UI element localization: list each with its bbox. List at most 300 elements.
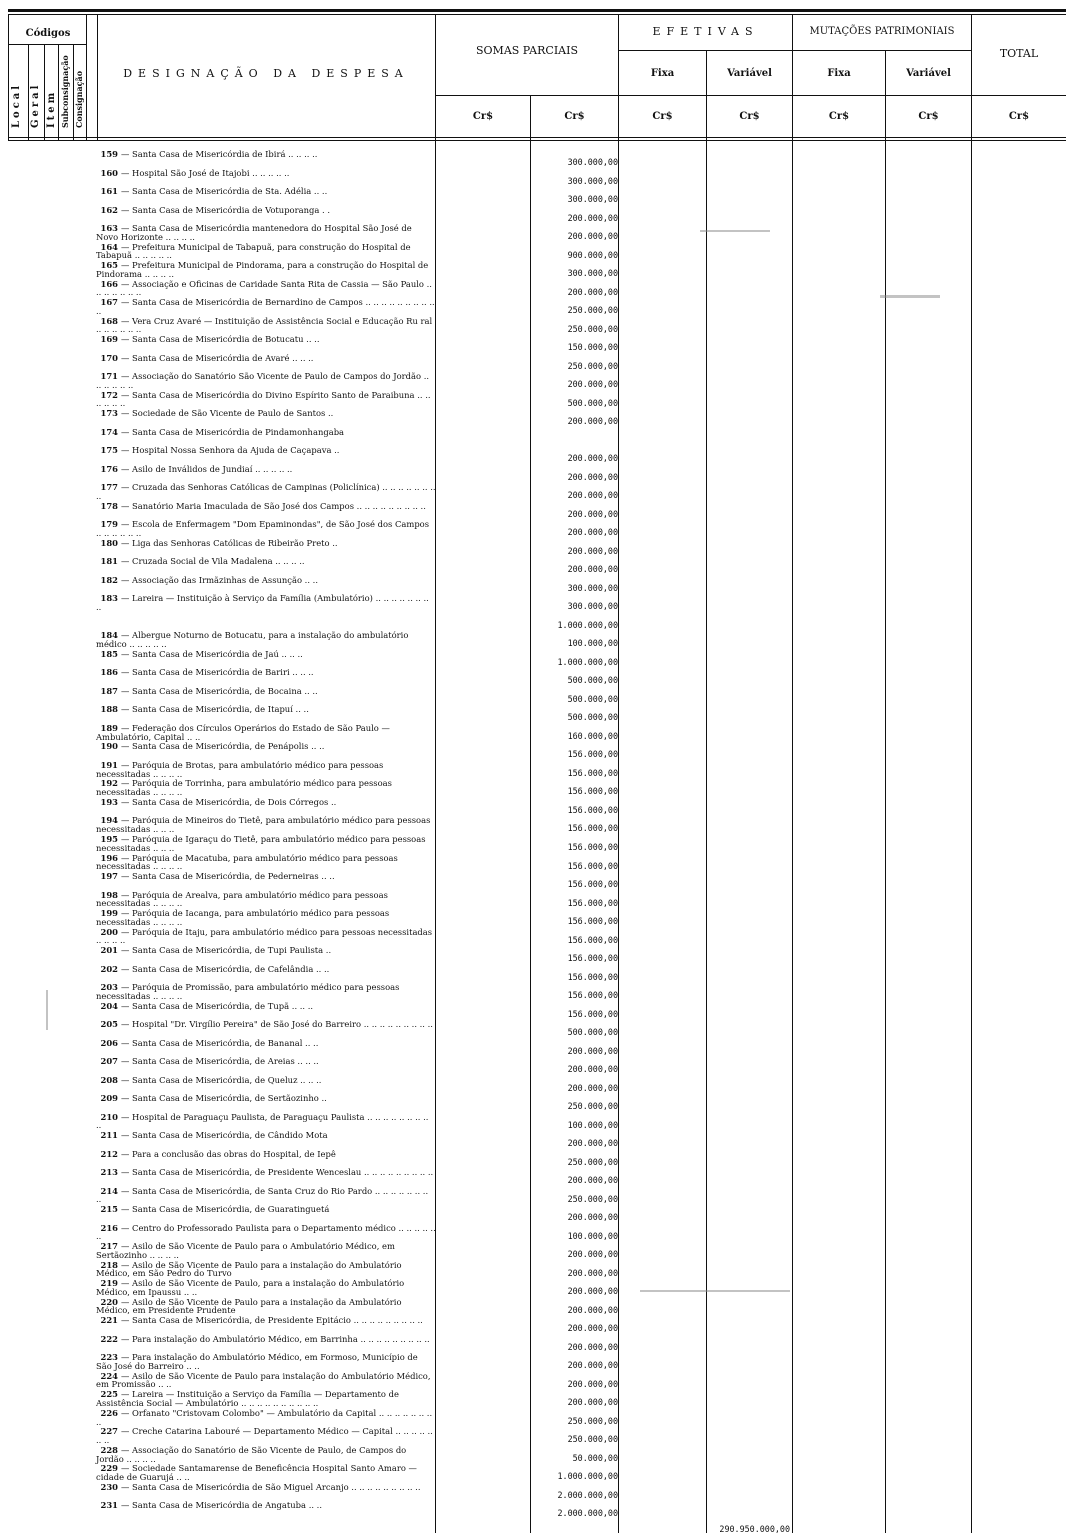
expense-row	[96, 705, 436, 714]
row-code: 189	[100, 722, 118, 733]
expense-row	[96, 391, 436, 408]
row-code: 177	[100, 482, 118, 493]
row-code: 192	[100, 778, 118, 789]
row-description: — Paróquia de Iacanga, para ambulatório médico para pessoas necessitadas .. .. .. ..	[96, 908, 390, 927]
expense-row	[96, 224, 436, 241]
row-partial-sum: 156.000,00	[567, 767, 618, 778]
row-description: — Federação dos Círculos Operários do Estado de São Paulo — Ambulatório, Capital .. ..	[96, 722, 390, 742]
row-code: 212	[100, 1148, 118, 1159]
row-description: — Associação do Sanatório São Vicente de Paulo de Campos do Jordão .. .. .. .. .. ..	[96, 371, 430, 390]
expense-row	[96, 724, 436, 741]
expense-row	[96, 169, 436, 178]
expense-row	[96, 1094, 436, 1103]
expense-row	[96, 946, 436, 955]
row-code: 176	[100, 463, 118, 474]
scan-speck	[880, 295, 940, 298]
row-code: 203	[100, 982, 118, 993]
row-code: 159	[100, 149, 118, 159]
expense-row	[96, 520, 436, 537]
row-partial-sum: 250.000,00	[567, 1156, 618, 1167]
expense-row	[96, 446, 436, 455]
row-description: — Sociedade de São Vicente de Paulo de Santos ..	[121, 408, 334, 419]
row-description: — Para a conclusão das obras do Hospital, de Iepê	[121, 1148, 336, 1159]
row-description: — Santa Casa de Misericórdia de Pindamonhangaba	[121, 426, 345, 437]
currency-efet-fixa: Cr$	[652, 111, 673, 122]
local-header: Local	[11, 82, 22, 128]
expense-row	[96, 1279, 436, 1296]
row-description: — Santa Casa de Misericórdia, de Tupã .. .. ..	[121, 1000, 314, 1011]
row-partial-sum: 156.000,00	[567, 842, 618, 852]
expense-row	[96, 1446, 436, 1463]
expense-row	[96, 1483, 436, 1492]
row-partial-sum: 200.000,00	[567, 1045, 618, 1056]
row-partial-sum: 300.000,00	[567, 194, 618, 205]
row-description: — Santa Casa de Misericórdia, de Penápolis .. ..	[121, 741, 325, 752]
expense-row	[96, 298, 436, 315]
row-partial-sum: 160.000,00	[567, 730, 618, 741]
expense-row	[96, 854, 436, 871]
row-partial-sum: 200.000,00	[567, 1397, 618, 1408]
row-partial-sum: 1.000.000,00	[557, 656, 618, 667]
row-partial-sum: 156.000,00	[567, 1008, 618, 1019]
efetivas-fixa-header: Fixa	[650, 68, 675, 79]
top-rule	[8, 9, 1066, 12]
row-code: 206	[100, 1037, 118, 1048]
mutacoes-variavel-header: Variável	[906, 68, 951, 79]
row-description: — Santa Casa de Misericórdia, de Sertãozinho ..	[121, 1093, 327, 1104]
row-partial-sum: 2.000.000,00	[557, 1489, 618, 1500]
row-code: 172	[100, 389, 118, 400]
row-partial-sum: 500.000,00	[567, 675, 618, 686]
expense-row	[96, 872, 436, 881]
expense-row	[96, 576, 436, 585]
row-code: 220	[100, 1296, 118, 1307]
row-partial-sum: 2.000.000,00	[557, 1508, 618, 1519]
row-code: 183	[100, 593, 118, 604]
row-code: 181	[100, 556, 118, 567]
row-description: — Santa Casa de Misericórdia, de Areias .. .. ..	[121, 1056, 319, 1067]
row-code: 170	[100, 352, 118, 363]
row-description: — Santa Casa de Misericórdia, de Itapuí .. ..	[121, 704, 309, 715]
row-partial-sum: 500.000,00	[567, 712, 618, 723]
row-description: — Hospital Nossa Senhora da Ajuda de Caçapava ..	[121, 445, 340, 456]
expense-row	[96, 317, 436, 334]
row-description: — Associação e Oficinas de Caridade Santa Rita de Cassia — São Paulo .. .. .. .. .. .. ..	[96, 278, 432, 298]
row-code: 161	[100, 186, 118, 197]
row-code: 185	[100, 648, 118, 659]
expense-row	[96, 1205, 436, 1214]
expense-row	[96, 539, 436, 548]
row-code: 168	[100, 315, 118, 326]
expense-row	[96, 1224, 436, 1241]
expense-row	[96, 1501, 436, 1510]
expense-row	[96, 816, 436, 833]
expense-row	[96, 243, 436, 260]
expense-row	[96, 983, 436, 1000]
efetivas-underline	[618, 50, 971, 51]
row-code: 160	[100, 167, 118, 178]
row-partial-sum: 300.000,00	[567, 175, 618, 186]
expense-row	[96, 1409, 436, 1426]
row-code: 195	[100, 834, 118, 844]
expense-row	[96, 354, 436, 363]
expense-row	[96, 206, 436, 215]
row-code: 225	[100, 1389, 118, 1400]
expense-row	[96, 613, 436, 622]
row-description: — Santa Casa de Misericórdia, de Bocaina .. ..	[121, 685, 318, 696]
col-rule-left	[8, 14, 9, 141]
row-partial-sum: 200.000,00	[567, 286, 618, 297]
row-description: — Para instalação do Ambulatório Médico, em Barrinha .. .. .. .. .. .. .. .. ..	[121, 1333, 430, 1344]
row-description: — Santa Casa de Misericórdia, de Cândido Mota	[121, 1130, 328, 1141]
row-description: — Santa Casa de Misericórdia de Bernardino de Campos .. .. .. .. .. .. .. .. .. ..	[96, 297, 435, 316]
scan-speck	[640, 1290, 790, 1292]
row-code: 224	[100, 1370, 118, 1381]
row-description: — Santa Casa de Misericórdia, de Dois Córregos ..	[121, 796, 337, 807]
col-rule-mutacoes	[792, 14, 793, 1533]
row-partial-sum: 200.000,00	[567, 1360, 618, 1371]
row-partial-sum: 156.000,00	[567, 786, 618, 797]
expense-row	[96, 465, 436, 474]
row-description: — Asilo de São Vicente de Paulo, para a instalação do Ambulatório Médico, em Ipaussu .. ..	[96, 1278, 405, 1297]
col-rule-geral	[44, 44, 45, 141]
row-partial-sum: 100.000,00	[567, 1119, 618, 1130]
row-code: 186	[100, 667, 118, 678]
row-code: 188	[100, 704, 118, 715]
total-variavel-value: 290.950.000,00	[719, 1524, 790, 1534]
row-partial-sum: 250.000,00	[567, 1415, 618, 1426]
row-partial-sum: 500.000,00	[567, 1027, 618, 1038]
row-partial-sum: 250.000,00	[567, 305, 618, 316]
row-code: 164	[100, 241, 118, 252]
row-code: 214	[100, 1185, 118, 1196]
row-code: 197	[100, 871, 118, 882]
row-description: — Santa Casa de Misericórdia, de Santa Cruz do Rio Pardo .. .. .. .. .. .. .. ..	[96, 1185, 429, 1205]
col-rule-item	[58, 44, 59, 141]
currency-mut-var: Cr$	[918, 111, 939, 122]
expense-row	[96, 1335, 436, 1344]
row-partial-sum: 250.000,00	[567, 1434, 618, 1445]
row-description: — Santa Casa de Misericórdia, de Presidente Epitácio .. .. .. .. .. .. .. .. ..	[121, 1315, 423, 1326]
expense-row	[96, 372, 436, 389]
row-description: — Asilo de São Vicente de Paulo para a instalação do Ambulatório Médico, em São Pedro do Turvo	[96, 1259, 402, 1279]
row-partial-sum: 200.000,00	[567, 471, 618, 482]
expense-row	[96, 409, 436, 418]
expense-row	[96, 150, 436, 159]
row-code: 162	[100, 204, 118, 215]
row-partial-sum: 250.000,00	[567, 323, 618, 334]
expense-row	[96, 761, 436, 778]
mutacoes-header: MUTAÇÕES PATRIMONIAIS	[809, 26, 955, 37]
row-partial-sum: 500.000,00	[567, 397, 618, 408]
row-code: 196	[100, 852, 118, 863]
row-partial-sum: 156.000,00	[567, 934, 618, 945]
header-bottom-rule	[8, 137, 1066, 138]
expense-row	[96, 1242, 436, 1259]
row-code: 208	[100, 1074, 118, 1085]
row-description: — Santa Casa de Misericórdia, de Cafelândia .. ..	[121, 963, 330, 974]
somas-inner-rule	[530, 140, 531, 1533]
row-partial-sum: 156.000,00	[567, 971, 618, 982]
row-partial-sum: 100.000,00	[567, 638, 618, 649]
expense-row	[96, 1150, 436, 1159]
row-partial-sum: 200.000,00	[567, 1175, 618, 1186]
row-description: — Santa Casa de Misericórdia do Divino Espírito Santo de Paraibuna .. .. .. .. .. ..	[96, 389, 431, 409]
col-rule-mut-split	[885, 50, 886, 1533]
row-description: — Asilo de Inválidos de Jundiaí .. .. .. .. ..	[121, 463, 293, 474]
row-description: — Para instalação do Ambulatório Médico, em Formoso, Município de São José do Barreiro .. ..	[96, 1352, 418, 1371]
row-code: 200	[100, 926, 118, 937]
expense-row	[96, 1076, 436, 1085]
row-partial-sum: 156.000,00	[567, 823, 618, 834]
col-rule-efetivas	[618, 14, 619, 1533]
row-description: — Santa Casa de Misericórdia, de Queluz .. .. ..	[121, 1074, 322, 1085]
row-partial-sum: 200.000,00	[567, 527, 618, 538]
expense-row	[96, 1427, 436, 1444]
row-description: — Orfanato "Cristovam Colombo" — Ambulatório da Capital .. .. .. .. .. .. .. ..	[96, 1407, 433, 1427]
expense-row	[96, 1020, 436, 1029]
expense-row	[96, 631, 436, 648]
row-code: 187	[100, 685, 118, 696]
row-partial-sum: 200.000,00	[567, 545, 618, 556]
expense-row	[96, 835, 436, 852]
expense-row	[96, 742, 436, 751]
row-description: — Paróquia de Promissão, para ambulatório médico para pessoas necessitadas .. .. .. ..	[96, 982, 400, 1001]
row-partial-sum: 200.000,00	[567, 1286, 618, 1297]
row-description: — Cruzada Social de Vila Madalena .. .. .. ..	[121, 556, 305, 567]
row-description: — Associação do Sanatório de São Vicente de Paulo, de Campos do Jordão .. .. .. ..	[96, 1444, 407, 1464]
row-code: 210	[100, 1111, 118, 1122]
efetivas-variavel-header: Variável	[727, 68, 772, 79]
row-description: — Santa Casa de Misericórdia, de Bananal .. ..	[121, 1037, 319, 1048]
consignacao-header: Consignação	[74, 70, 84, 128]
designacao-header: DESIGNAÇÃO DA DESPESA	[123, 67, 409, 80]
row-code: 173	[100, 408, 118, 419]
codigos-underline	[8, 44, 86, 45]
row-code: 198	[100, 889, 118, 900]
row-partial-sum: 200.000,00	[567, 1304, 618, 1315]
row-partial-sum: 300.000,00	[567, 268, 618, 279]
row-description: — Lareira — Instituição a Serviço da Família — Departamento de Assistência Social — Ambulatório .. .. .. .. .. .. .. .. .. ..	[96, 1389, 399, 1408]
row-code: 191	[100, 759, 118, 770]
row-partial-sum: 200.000,00	[567, 1323, 618, 1334]
row-partial-sum: 200.000,00	[567, 1378, 618, 1389]
row-code: 221	[100, 1315, 118, 1326]
expense-row	[96, 557, 436, 566]
row-code: 194	[100, 815, 118, 826]
row-partial-sum: 300.000,00	[567, 582, 618, 593]
row-description: — Centro do Professorado Paulista para o Departamento médico .. .. .. .. .. ..	[96, 1222, 436, 1242]
row-description: — Paróquia de Brotas, para ambulatório médico para pessoas necessitadas .. .. .. ..	[96, 759, 384, 779]
row-description: — Santa Casa de Misericórdia de Ibirá .. .. .. ..	[121, 149, 318, 159]
scan-speck	[46, 990, 48, 1030]
expense-row	[96, 1131, 436, 1140]
row-partial-sum: 156.000,00	[567, 953, 618, 964]
expense-row	[96, 280, 436, 297]
currency-total: Cr$	[1008, 111, 1030, 122]
row-code: 199	[100, 908, 118, 919]
row-description: — Santa Casa de Misericórdia de Votuporanga . .	[121, 204, 330, 215]
row-partial-sum: 156.000,00	[567, 749, 618, 760]
row-code: 223	[100, 1352, 118, 1363]
row-code: 202	[100, 963, 118, 974]
row-partial-sum: 300.000,00	[567, 601, 618, 612]
row-code: 219	[100, 1278, 118, 1289]
row-code: 175	[100, 445, 118, 456]
row-description: — Asilo de São Vicente de Paulo para o Ambulatório Médico, em Sertãozinho .. .. .. ..	[96, 1241, 395, 1260]
row-partial-sum: 50.000,00	[572, 1452, 618, 1463]
currency-efet-var: Cr$	[739, 111, 760, 122]
expense-row	[96, 428, 436, 437]
row-partial-sum: 156.000,00	[567, 897, 618, 908]
row-description: — Paróquia de Itaju, para ambulatório médico para pessoas necessitadas .. .. .. ..	[96, 926, 433, 946]
row-description: — Hospital de Paraguaçu Paulista, de Paraguaçu Paulista .. .. .. .. .. .. .. .. ..	[96, 1111, 429, 1131]
expense-row	[96, 1113, 436, 1130]
expense-row	[96, 1464, 436, 1481]
currency-somas-2: Cr$	[564, 111, 585, 122]
row-code: 216	[100, 1222, 118, 1233]
expense-row	[96, 261, 436, 278]
row-code: 213	[100, 1167, 118, 1178]
row-description: — Paróquia de Mineiros do Tietê, para ambulatório médico para pessoas necessitadas .. .. ..	[96, 815, 431, 835]
row-partial-sum: 200.000,00	[567, 1249, 618, 1260]
row-code: 222	[100, 1333, 118, 1344]
row-code: 201	[100, 945, 118, 956]
row-description: — Albergue Noturno de Botucatu, para a instalação do ambulatório médico .. .. .. .. ..	[96, 630, 409, 649]
header-bottom-rule-2	[8, 140, 1066, 141]
row-partial-sum: 200.000,00	[567, 490, 618, 501]
row-code: 218	[100, 1259, 118, 1270]
row-partial-sum: 1.000.000,00	[557, 1471, 618, 1482]
row-code: 209	[100, 1093, 118, 1104]
expense-row	[96, 650, 436, 659]
row-description: — Santa Casa de Misericórdia, de Pederneiras .. ..	[121, 871, 335, 882]
row-code: 190	[100, 741, 118, 752]
row-description: — Vera Cruz Avaré — Instituição de Assistência Social e Educação Ru ral .. .. .. .. .. ..	[96, 315, 433, 335]
row-code: 163	[100, 223, 118, 234]
row-description: — Santa Casa de Misericórdia mantenedora do Hospital São José de Novo Horizonte .. .. .. ..	[96, 223, 412, 242]
row-partial-sum: 900.000,00	[567, 249, 618, 260]
top-rule-thin	[8, 14, 1066, 15]
row-partial-sum: 156.000,00	[567, 860, 618, 871]
col-rule-local	[28, 44, 29, 141]
row-description: — Paróquia de Torrinha, para ambulatório médico para pessoas necessitadas .. .. .. ..	[96, 778, 392, 798]
row-partial-sum: 200.000,00	[567, 453, 618, 464]
row-description: — Paróquia de Igaraçu do Tietê, para ambulatório médico para pessoas necessitadas .. .. ..	[96, 834, 426, 853]
row-description: — Sociedade Santamarense de Beneficência Hospital Santo Amaro — cidade de Guarujá .. ..	[96, 1463, 417, 1483]
expense-row	[96, 1039, 436, 1048]
row-description: — Prefeitura Municipal de Tabapuã, para construção do Hospital de Tabapuã .. .. .. .. ..	[96, 241, 411, 261]
row-description: — Liga das Senhoras Católicas de Ribeirão Preto ..	[121, 537, 338, 548]
row-code: 165	[100, 260, 118, 271]
col-rule-total	[971, 14, 972, 1533]
row-partial-sum: 300.000,00	[567, 157, 618, 167]
row-partial-sum: 150.000,00	[567, 342, 618, 353]
row-partial-sum: 156.000,00	[567, 879, 618, 890]
expense-row	[96, 502, 436, 511]
row-description: — Santa Casa de Misericórdia de Angatuba .. ..	[121, 1500, 322, 1511]
row-description: — Creche Catarina Labouré — Departamento Médico — Capital .. .. .. .. .. .. ..	[96, 1426, 433, 1446]
expense-row	[96, 909, 436, 926]
row-description: — Asilo de São Vicente de Paulo para instalação do Ambulatório Médico, em Promissão .. ..	[96, 1370, 431, 1390]
row-partial-sum: 200.000,00	[567, 231, 618, 242]
row-description: — Hospital São José de Itajobi .. .. .. .. ..	[121, 167, 290, 178]
row-description: — Santa Casa de Misericórdia, de Guaratinguetá	[121, 1204, 330, 1215]
total-header: TOTAL	[999, 47, 1039, 60]
somas-parciais-header: SOMAS PARCIAIS	[476, 44, 578, 57]
row-code: 179	[100, 519, 118, 530]
row-partial-sum: 200.000,00	[567, 212, 618, 223]
row-partial-sum: 156.000,00	[567, 990, 618, 1001]
expense-row	[96, 1187, 436, 1204]
row-partial-sum: 200.000,00	[567, 1138, 618, 1149]
expense-row	[96, 891, 436, 908]
row-code: 207	[100, 1056, 118, 1067]
expense-row	[96, 1168, 436, 1177]
row-description: — Paróquia de Arealva, para ambulatório médico para pessoas necessitadas .. .. .. ..	[96, 889, 388, 909]
expense-row	[96, 483, 436, 500]
row-description: — Santa Casa de Misericórdia de Bariri .. .. ..	[121, 667, 314, 678]
row-description: — Sanatório Maria Imaculada de São José dos Campos .. .. .. .. .. .. .. .. ..	[121, 500, 426, 511]
row-partial-sum: 200.000,00	[567, 1267, 618, 1278]
expense-row	[96, 1390, 436, 1407]
row-partial-sum: 200.000,00	[567, 1064, 618, 1075]
row-description: — Santa Casa de Misericórdia de Jaú .. .. ..	[121, 648, 303, 659]
expense-row	[96, 1316, 436, 1325]
row-partial-sum: 1.000.000,00	[557, 619, 618, 630]
row-partial-sum: 100.000,00	[567, 1230, 618, 1241]
row-description: — Hospital "Dr. Virgílio Pereira" de São José do Barreiro .. .. .. .. .. .. .. .. ..	[121, 1019, 433, 1030]
row-description: — Santa Casa de Misericórdia, de Tupi Paulista ..	[121, 945, 332, 956]
row-description: — Cruzada das Senhoras Católicas de Campinas (Policlínica) .. .. .. .. .. .. .. ..	[96, 482, 436, 501]
row-description: — Santa Casa de Misericórdia de Botucatu .. ..	[121, 334, 320, 345]
expense-row	[96, 928, 436, 945]
expense-row	[96, 687, 436, 696]
row-code: 166	[100, 278, 118, 289]
expense-row	[96, 1002, 436, 1011]
expense-row	[96, 779, 436, 796]
expense-row	[96, 1372, 436, 1389]
mutacoes-fixa-header: Fixa	[827, 68, 851, 79]
expense-row	[96, 668, 436, 677]
row-code: 182	[100, 574, 118, 585]
row-code: 193	[100, 796, 118, 807]
row-code: 228	[100, 1444, 118, 1455]
expense-row	[96, 1353, 436, 1370]
subconsignacao-header: Subconsignação	[60, 55, 70, 128]
item-header: Item	[46, 89, 57, 128]
expense-row	[96, 335, 436, 344]
row-code: 227	[100, 1426, 118, 1437]
row-partial-sum: 200.000,00	[567, 1341, 618, 1352]
row-partial-sum: 250.000,00	[567, 360, 618, 371]
row-code: 205	[100, 1019, 118, 1030]
row-code: 178	[100, 500, 118, 511]
currency-somas-1: Cr$	[472, 111, 494, 122]
row-description: — Associação das Irmãzinhas de Assunção .. ..	[121, 574, 318, 585]
row-description: — Santa Casa de Misericórdia de São Miguel Arcanjo .. .. .. .. .. .. .. .. ..	[121, 1481, 421, 1492]
expense-row	[96, 1057, 436, 1066]
row-code: 167	[100, 297, 118, 308]
row-code: 215	[100, 1204, 118, 1215]
row-partial-sum: 500.000,00	[567, 693, 618, 704]
row-code: 184	[100, 630, 118, 641]
codigos-header: Códigos	[25, 28, 71, 39]
row-description: — Lareira — Instituição à Serviço da Família (Ambulatório) .. .. .. .. .. .. .. ..	[96, 593, 429, 612]
currency-mut-fixa: Cr$	[828, 111, 850, 122]
col-rule-fixa-var	[706, 50, 707, 1533]
row-code: 204	[100, 1000, 118, 1011]
